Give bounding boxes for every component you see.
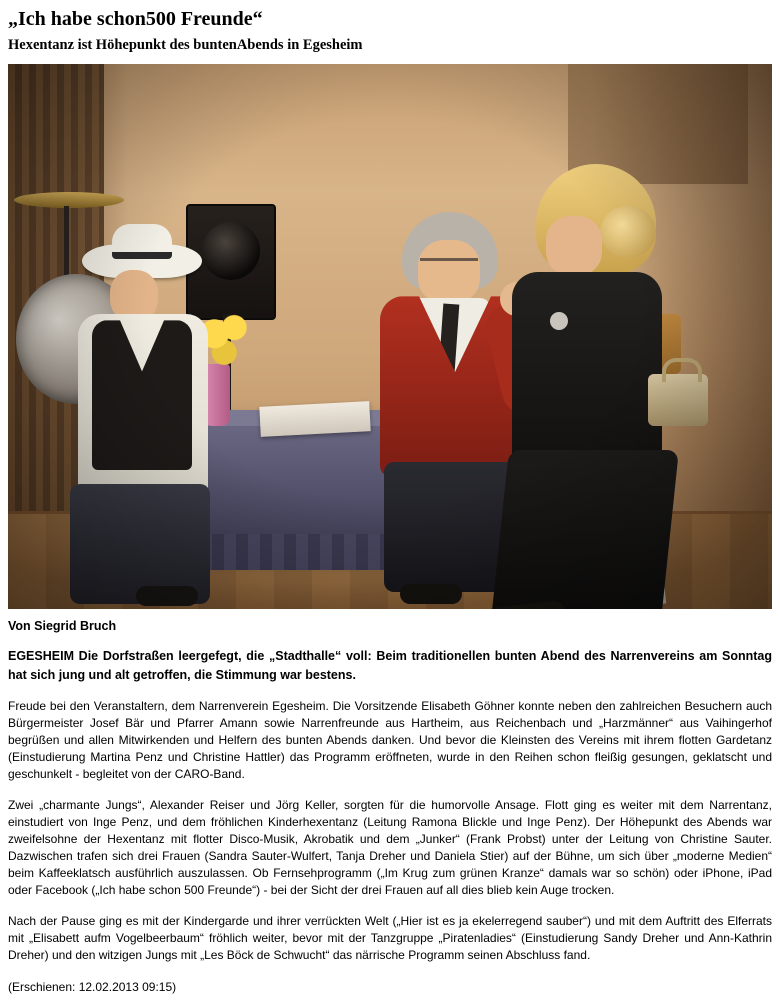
stage-scene-illustration: [8, 64, 772, 609]
newspaper-on-table: [259, 402, 370, 438]
person-right: [506, 164, 686, 609]
paragraph-2: Zwei „charmante Jungs“, Alexander Reiser und Jörg Keller, sorgten für die humorvolle Ansage. Flott ging es weiter mit dem Narrentanz, einstudiert von Inge Penz, und dem fröhlichen Kinderhexentanz (Leitung Ramona Blickle und Inge Penz). Der Höhepunkt des Abends war zweifelsohne der Hexentanz mit flotter Disco-Musik, Akrobatik und dem „Junker“ (Frank Probst) unter der Leitung von Christine Sauter. Dazwischen trafen sich drei Frauen (Sandra Sauter-Wulfert, Tanja Dreher und Daniela Stier) auf der Bühne, um sich über „moderne Medien“ beim Kaffeeklatsch ausführlich auszulassen. Ob Fernsehprogramm („Im Krug zum grünen Kranze“ damals war so schön) oder iPhone, iPad oder Facebook („Ich habe schon 500 Freunde“) - bei der Sicht der drei Frauen auf all dies blieb kein Auge trocken.: [8, 797, 772, 897]
paragraph-1: Freude bei den Veranstaltern, dem Narrenverein Egesheim. Die Vorsitzende Elisabeth Göhner konnte neben den zahlreichen Besuchern auch Bürgermeister Josef Bär und Pfarrer Amann sowie Narrenfreunde aus Hartheim, aus Reichenbach und „Harzmänner“ aus Vaihingerhof begrüßen und allen Mitwirkenden und Helfern des bunten Abends danken. Und bevor die Kleinsten des Vereins mit ihrem flotten Gardetanz (Einstudierung Martina Penz und Christine Hattler) das Programm eröffneten, wurde in den Reihen schon fleißig gesungen, geklatscht und geschunkelt - begleitet von der CARO-Band.: [8, 698, 772, 781]
page-title: „Ich habe schon500 Freunde“: [8, 8, 263, 30]
face: [546, 216, 602, 276]
paragraph-3: Nach der Pause ging es mit der Kindergarde und ihrer verrückten Welt („Hier ist es ja ekelerregend sauber“) und mit dem Auftritt des Elferrats mit „Elisabett aufm Vogelbeerbaum“ fröhlich weiter, bevor mit der Tanzgruppe „Piratenladies“ (Einstudierung Sandy Dreher und Ann-Kathrin Dreher) und den witzigen Jungs mit „Les Böck de Schwucht“ das närrische Programm seinen Abschluss fand.: [8, 913, 772, 963]
article-photo: [8, 64, 772, 609]
shoe: [136, 586, 198, 606]
shoe: [400, 584, 462, 604]
handbag-icon: [648, 374, 708, 426]
article-subheadline: Hexentanz ist Höhepunkt des buntenAbends in Egesheim: [8, 37, 363, 53]
glasses-icon: [420, 258, 478, 273]
byline: Von Siegrid Bruch: [8, 619, 117, 634]
publication-date: (Erschienen: 12.02.2013 09:15): [8, 980, 177, 995]
lead-paragraph: EGESHEIM Die Dorfstraßen leergefegt, die „Stadthalle“ voll: Beim traditionellen bunten Abend des Narrenvereins am Sonntag hat sich jung und alt getroffen, die Stimmung war bestens.: [8, 649, 772, 682]
legs: [491, 450, 679, 609]
black-suit: [512, 272, 662, 462]
person-left: [70, 234, 220, 609]
